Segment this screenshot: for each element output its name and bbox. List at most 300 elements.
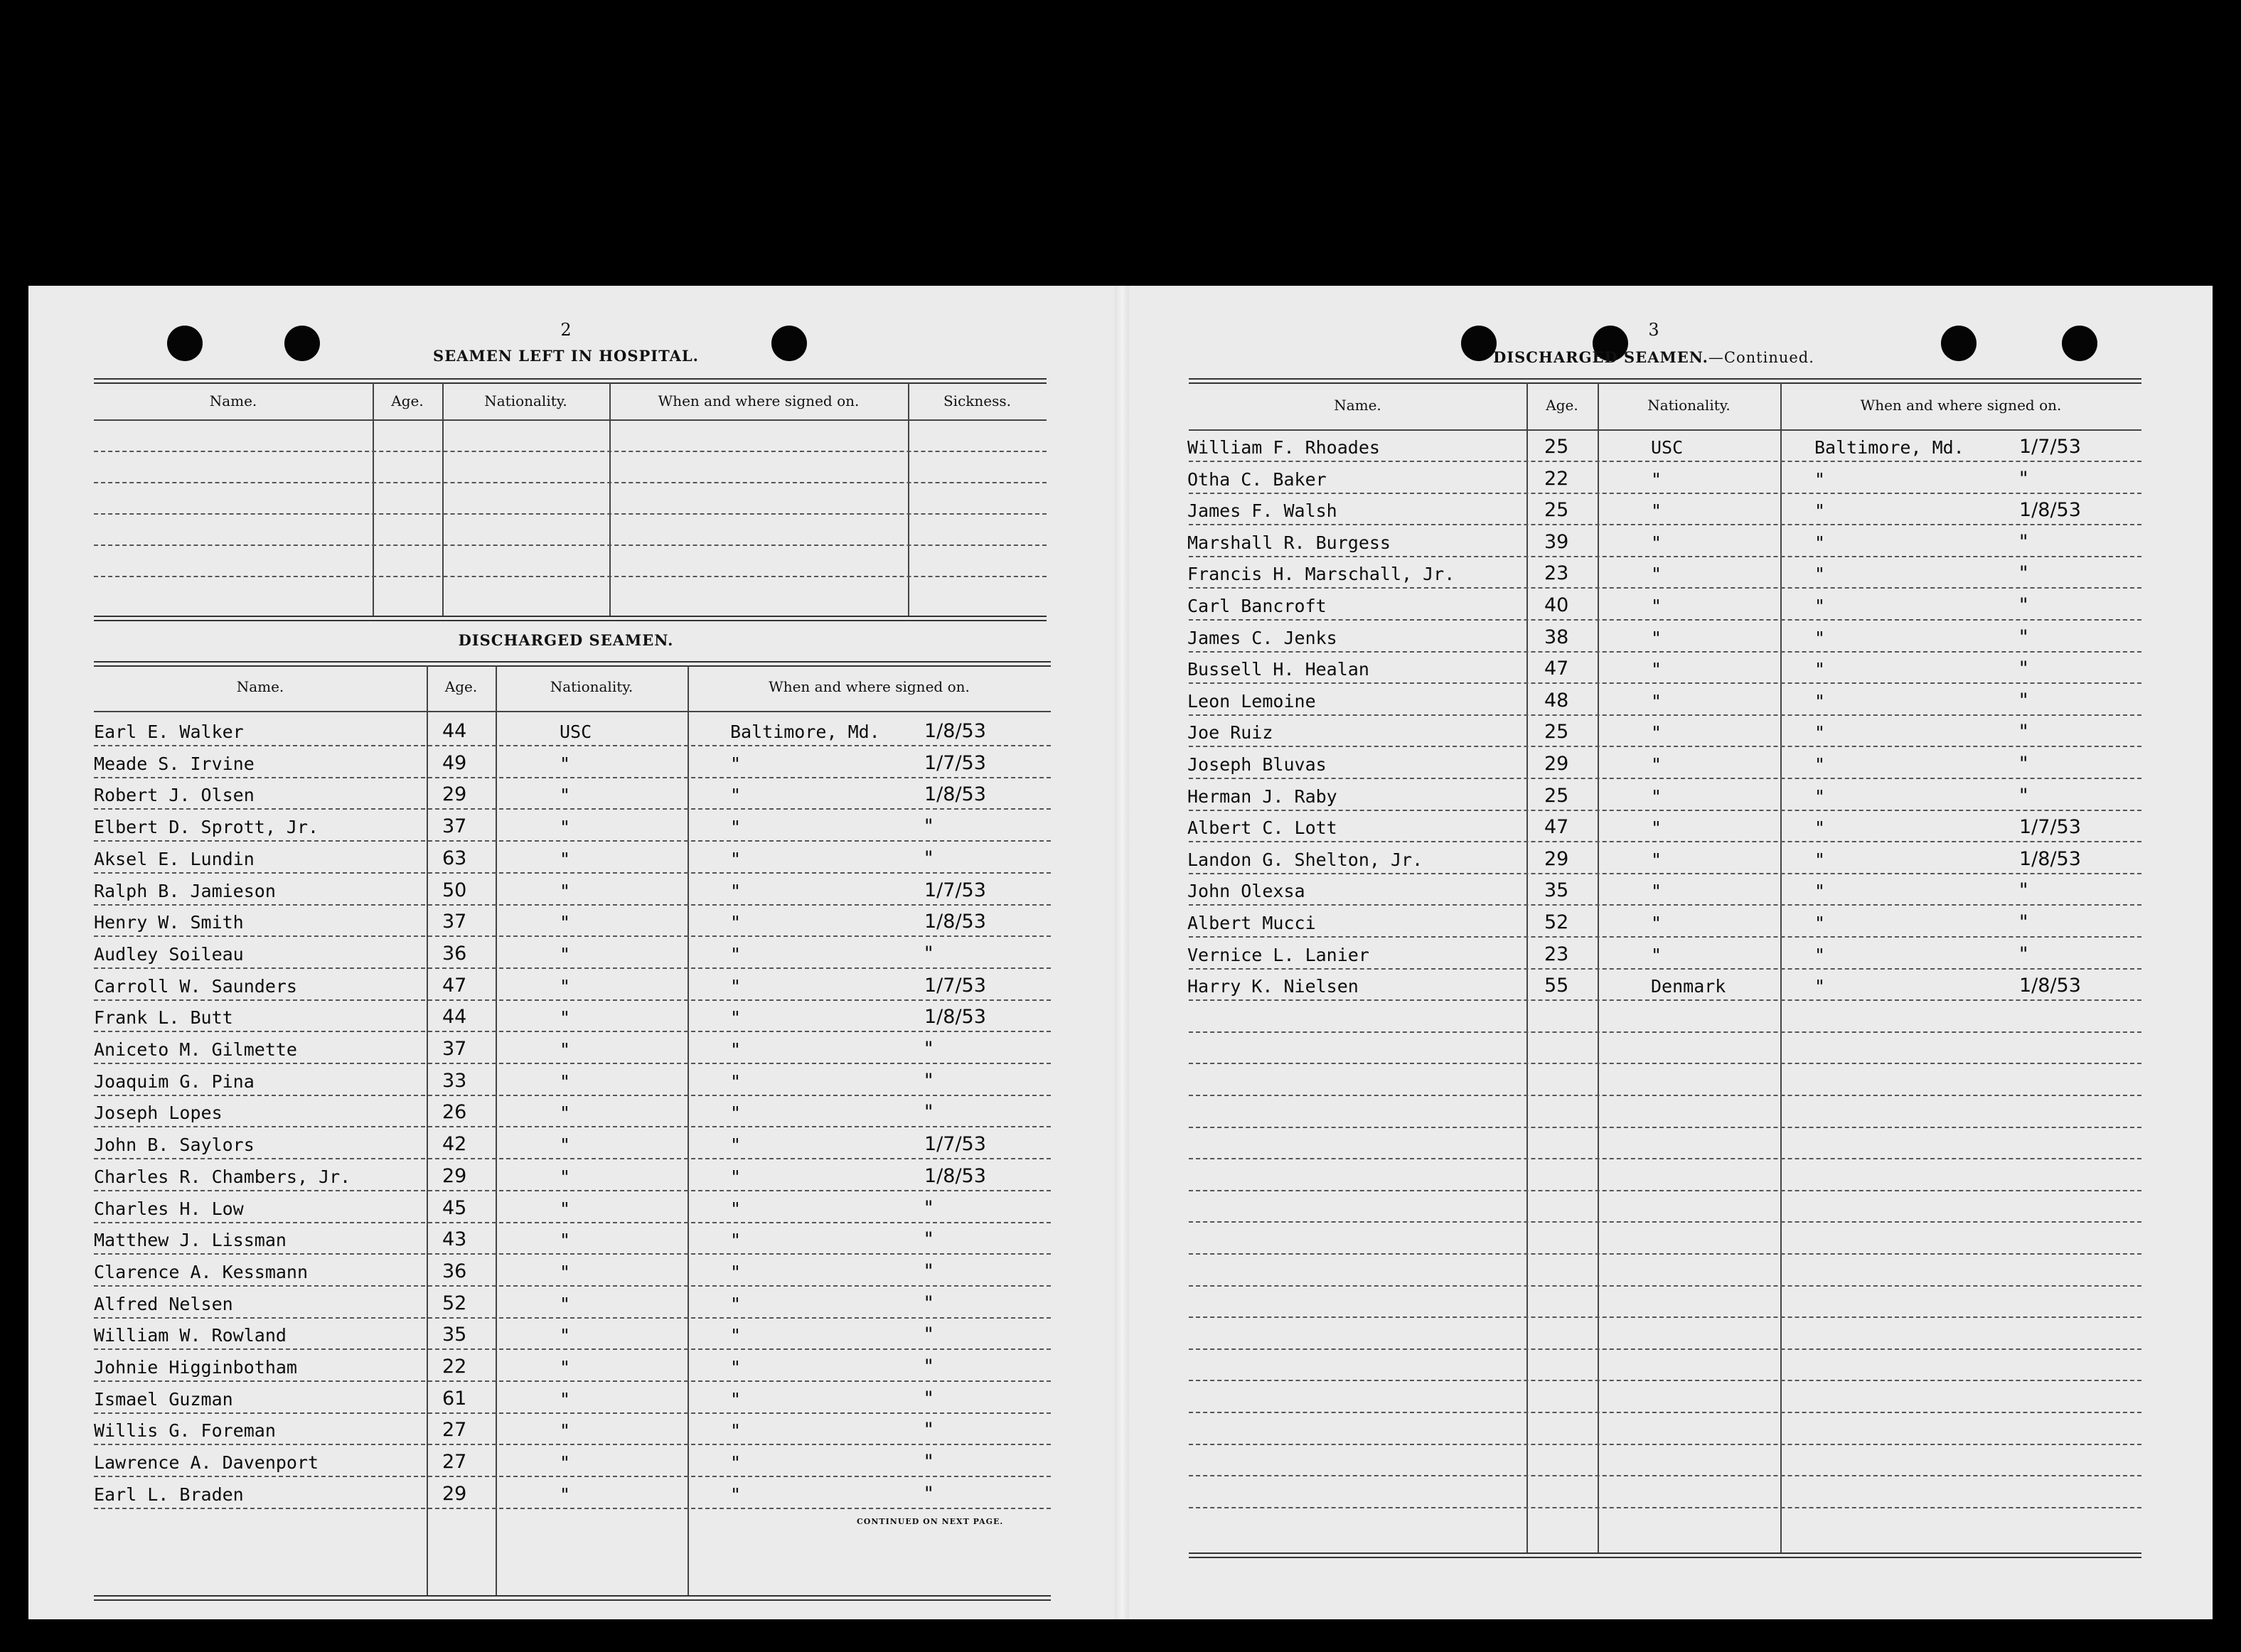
cell-place: " [730, 1484, 742, 1505]
cell-name: John Olexsa [1187, 881, 1305, 902]
cell-age: 22 [442, 1356, 467, 1378]
table-row [1187, 467, 2141, 494]
cell-date: " [2019, 911, 2028, 933]
cell-nat: " [560, 1166, 571, 1187]
cell-nat: " [1651, 754, 1662, 775]
cell-age: 29 [442, 1482, 467, 1505]
cell-name: Marshall R. Burgess [1187, 532, 1391, 553]
table-row [94, 1356, 1051, 1382]
cell-age: 39 [1544, 530, 1569, 553]
cell-name: Albert C. Lott [1187, 817, 1337, 839]
cell-name: Joe Ruiz [1187, 722, 1273, 744]
cell-place: " [730, 753, 742, 774]
cell-date: " [924, 847, 934, 869]
table-row [94, 1164, 1051, 1191]
hospital-header-name: Name. [209, 392, 257, 409]
cell-age: 47 [1544, 816, 1569, 839]
cell-nat: " [560, 1007, 571, 1029]
cell-name: Alfred Nelsen [94, 1293, 233, 1314]
cell-date: " [924, 1292, 934, 1314]
table-row [1189, 1507, 2141, 1508]
table-row [94, 1069, 1051, 1096]
cell-nat: " [560, 1388, 571, 1410]
cell-age: 37 [442, 1038, 467, 1060]
cell-nat: " [560, 1198, 571, 1219]
cell-date: " [2019, 753, 2028, 775]
cell-name: Landon G. Shelton, Jr. [1187, 849, 1423, 870]
cell-date: 1/7/53 [924, 974, 986, 997]
cell-nat: Denmark [1651, 976, 1726, 997]
cell-nat: " [560, 1230, 571, 1251]
right-header-nationality: Nationality. [1647, 397, 1731, 414]
cell-nat: " [1651, 596, 1662, 616]
cell-nat: " [1651, 627, 1662, 648]
cell-date: 1/8/53 [2019, 499, 2081, 522]
punch-hole [771, 326, 807, 361]
cell-nat: " [560, 848, 571, 869]
table-row [94, 911, 1051, 937]
cell-nat: " [560, 1103, 571, 1124]
cell-age: 33 [442, 1069, 467, 1092]
discharged-table-left [94, 661, 1051, 1601]
table-row [94, 1292, 1051, 1319]
cell-date: " [924, 1482, 934, 1505]
cell-place: " [1814, 913, 1826, 933]
cell-place: " [1814, 690, 1826, 712]
cell-name: Henry W. Smith [94, 912, 244, 933]
cell-age: 45 [442, 1196, 467, 1219]
table-row [1189, 1221, 2141, 1223]
table-row [1187, 753, 2141, 779]
punch-hole [1461, 326, 1497, 361]
cell-nat: " [1651, 881, 1662, 902]
cell-place: " [1814, 532, 1826, 553]
table-row [1187, 658, 2141, 684]
punch-hole [2062, 326, 2097, 361]
cell-name: Joseph Bluvas [1187, 754, 1327, 775]
cell-age: 50 [442, 879, 467, 901]
cell-age: 38 [1544, 626, 1569, 648]
cell-nat: " [1651, 913, 1662, 933]
cell-age: 25 [1544, 784, 1569, 807]
cell-age: 47 [442, 974, 467, 997]
cell-nat: " [560, 1452, 571, 1474]
table-row [94, 1006, 1051, 1032]
cell-date: " [924, 1038, 934, 1060]
cell-name: Francis H. Marschall, Jr. [1187, 564, 1455, 585]
cell-date: " [2019, 879, 2028, 902]
cell-name: Charles H. Low [94, 1198, 244, 1219]
cell-date: " [2019, 658, 2028, 680]
cell-name: James F. Walsh [1187, 500, 1337, 522]
discharged-table-right [1189, 378, 2141, 1558]
table-row [1187, 816, 2141, 842]
cell-date: " [2019, 530, 2028, 553]
cell-name: William W. Rowland [94, 1325, 287, 1346]
cell-date: " [924, 1228, 934, 1251]
cell-place: " [730, 1198, 742, 1219]
cell-place: " [730, 848, 742, 869]
table-row [94, 1324, 1051, 1350]
table-row [1189, 1380, 2141, 1381]
cell-nat: " [560, 1484, 571, 1505]
cell-place: " [1814, 881, 1826, 902]
cell-date: " [924, 1324, 934, 1346]
cell-place: " [730, 1420, 742, 1442]
cell-date: 1/8/53 [924, 720, 986, 742]
cell-date: " [2019, 689, 2028, 712]
cell-nat: " [560, 753, 571, 774]
discharged-header-name: Name. [236, 678, 284, 695]
continued-footer: CONTINUED ON NEXT PAGE. [857, 1517, 1004, 1526]
cell-age: 40 [1544, 594, 1569, 616]
table-row [1189, 1412, 2141, 1413]
cell-place: " [1814, 785, 1826, 807]
table-row [1189, 1158, 2141, 1159]
cell-date: " [924, 1419, 934, 1442]
cell-nat: " [1651, 722, 1662, 744]
cell-name: Aniceto M. Gilmette [94, 1039, 297, 1060]
cell-place: " [1814, 627, 1826, 648]
table-row [94, 1101, 1051, 1127]
cell-name: Earl E. Walker [94, 722, 244, 742]
cell-age: 44 [442, 1006, 467, 1029]
cell-name: Matthew J. Lissman [94, 1230, 287, 1251]
cell-place: " [730, 943, 742, 965]
table-row [1189, 1285, 2141, 1287]
cell-age: 63 [442, 847, 467, 869]
cell-name: Willis G. Foreman [94, 1420, 276, 1442]
table-row [94, 1133, 1051, 1159]
cell-name: William F. Rhoades [1187, 437, 1380, 458]
cell-name: Earl L. Braden [94, 1484, 244, 1505]
table-row [94, 847, 1051, 874]
cell-place: " [1814, 659, 1826, 680]
cell-date: " [924, 1069, 934, 1092]
cell-name: Bussell H. Healan [1187, 659, 1369, 680]
cell-nat: " [560, 975, 571, 997]
page-fold [1115, 286, 1129, 1619]
table-row [94, 751, 1051, 778]
cell-place: " [730, 1357, 742, 1378]
cell-age: 55 [1544, 975, 1569, 997]
cell-name: Meade S. Irvine [94, 753, 255, 774]
cell-age: 61 [442, 1387, 467, 1410]
cell-place: " [1814, 817, 1826, 839]
cell-age: 23 [1544, 943, 1569, 965]
table-row [1187, 530, 2141, 557]
cell-place: " [1814, 754, 1826, 775]
cell-place: " [1814, 722, 1826, 744]
table-row [1187, 436, 2141, 462]
cell-date: " [924, 1356, 934, 1378]
cell-date: " [924, 1260, 934, 1282]
cell-age: 35 [1544, 879, 1569, 902]
cell-age: 29 [1544, 847, 1569, 870]
cell-name: Aksel E. Lundin [94, 848, 255, 869]
cell-age: 52 [1544, 911, 1569, 933]
cell-place: " [730, 1166, 742, 1187]
cell-place: " [1814, 944, 1826, 965]
title-suffix: —Continued. [1708, 349, 1814, 366]
cell-date: " [924, 1101, 934, 1124]
cell-date: " [2019, 594, 2028, 616]
cell-age: 27 [442, 1419, 467, 1442]
cell-nat: " [1651, 690, 1662, 712]
cell-age: 35 [442, 1324, 467, 1346]
table-row [1189, 1190, 2141, 1191]
cell-place: " [730, 1007, 742, 1029]
cell-name: Harry K. Nielsen [1187, 976, 1359, 997]
cell-name: Joaquim G. Pina [94, 1071, 255, 1092]
table-row [94, 1451, 1051, 1477]
table-row [1187, 594, 2141, 621]
table-row [1189, 1253, 2141, 1255]
cell-place: " [730, 1071, 742, 1092]
table-row [94, 974, 1051, 1001]
cell-nat: " [560, 1357, 571, 1378]
discharged-header-nationality: Nationality. [550, 678, 633, 695]
cell-name: Carroll W. Saunders [94, 975, 297, 997]
punch-hole [167, 326, 203, 361]
hospital-header-age: Age. [391, 392, 424, 409]
cell-nat: " [1651, 500, 1662, 522]
cell-nat: USC [1651, 437, 1684, 458]
cell-nat: " [1651, 785, 1662, 807]
discharged-continued-title [1493, 348, 1814, 366]
cell-place: " [730, 1452, 742, 1474]
cell-place: " [730, 1388, 742, 1410]
cell-nat: " [560, 1293, 571, 1314]
table-row [94, 720, 1051, 746]
hospital-header-sickness: Sickness. [943, 392, 1012, 409]
table-row [1189, 1475, 2141, 1476]
title-main: DISCHARGED SEAMEN. [1493, 348, 1708, 366]
table-row [94, 1419, 1051, 1445]
cell-nat: " [560, 817, 571, 838]
table-row [1189, 1031, 2141, 1033]
cell-nat: " [560, 1135, 571, 1156]
cell-nat: " [560, 1420, 571, 1442]
table-row [1187, 975, 2141, 1001]
cell-age: 37 [442, 911, 467, 933]
cell-age: 42 [442, 1133, 467, 1156]
cell-date: " [2019, 626, 2028, 648]
cell-date: " [924, 1387, 934, 1410]
cell-name: Vernice L. Lanier [1187, 944, 1369, 965]
table-row [1189, 1095, 2141, 1096]
punch-hole [1941, 326, 1977, 361]
cell-age: 25 [1544, 436, 1569, 458]
table-row [1187, 499, 2141, 525]
table-row [94, 1387, 1051, 1414]
cell-age: 48 [1544, 689, 1569, 712]
discharged-header-signed-on: When and where signed on. [769, 678, 970, 695]
cell-name: Robert J. Olsen [94, 785, 255, 806]
cell-age: 47 [1544, 658, 1569, 680]
cell-place: " [730, 1325, 742, 1346]
cell-name: Otha C. Baker [1187, 468, 1327, 490]
cell-date: 1/8/53 [924, 783, 986, 806]
cell-name: Johnie Higginbotham [94, 1357, 297, 1378]
cell-nat: " [560, 1261, 571, 1282]
hospital-header-signed-on: When and where signed on. [658, 392, 860, 409]
table-row [94, 942, 1051, 969]
cell-place: " [730, 1039, 742, 1060]
cell-date: 1/7/53 [924, 879, 986, 901]
hospital-header-nationality: Nationality. [484, 392, 567, 409]
table-row [94, 1038, 1051, 1064]
cell-nat: " [560, 1325, 571, 1346]
discharged-header-age: Age. [444, 678, 478, 695]
cell-place: Baltimore, Md. [730, 722, 880, 742]
cell-nat: " [1651, 532, 1662, 553]
cell-date: 1/8/53 [2019, 975, 2081, 997]
cell-place: " [730, 912, 742, 933]
table-row [94, 1260, 1051, 1287]
cell-place: " [730, 1103, 742, 1124]
cell-place: " [730, 975, 742, 997]
table-row [1187, 879, 2141, 906]
right-header-signed-on: When and where signed on. [1860, 397, 2062, 414]
table-row [1189, 1444, 2141, 1445]
table-row [94, 783, 1051, 810]
cell-nat: " [1651, 817, 1662, 839]
cell-place: " [730, 785, 742, 806]
cell-age: 52 [442, 1292, 467, 1314]
cell-age: 29 [442, 783, 467, 806]
cell-nat: " [560, 1071, 571, 1092]
table-row [1189, 1348, 2141, 1350]
discharged-title: DISCHARGED SEAMEN. [458, 631, 674, 649]
table-row [1187, 911, 2141, 938]
cell-age: 37 [442, 815, 467, 838]
cell-name: Ismael Guzman [94, 1388, 233, 1410]
cell-nat: " [560, 943, 571, 965]
cell-date: " [2019, 467, 2028, 490]
cell-date: " [2019, 943, 2028, 965]
table-row [1187, 784, 2141, 811]
table-row [1187, 847, 2141, 874]
cell-age: 49 [442, 751, 467, 774]
cell-name: Herman J. Raby [1187, 785, 1337, 807]
cell-date: 1/7/53 [2019, 436, 2081, 458]
cell-place: " [1814, 596, 1826, 616]
table-row [94, 1482, 1051, 1509]
right-header-name: Name. [1334, 397, 1381, 414]
cell-age: 25 [1544, 499, 1569, 522]
cell-date: 1/8/53 [924, 911, 986, 933]
cell-nat: USC [560, 722, 592, 742]
cell-date: " [2019, 562, 2028, 585]
cell-name: Elbert D. Sprott, Jr. [94, 817, 319, 838]
cell-nat: " [560, 912, 571, 933]
cell-nat: " [560, 1039, 571, 1060]
cell-date: " [2019, 784, 2028, 807]
page-number-left: 2 [560, 320, 572, 340]
cell-nat: " [1651, 849, 1662, 870]
cell-name: Charles R. Chambers, Jr. [94, 1166, 351, 1187]
cell-nat: " [1651, 468, 1662, 490]
cell-age: 43 [442, 1228, 467, 1251]
cell-age: 44 [442, 720, 467, 742]
cell-date: " [924, 1451, 934, 1474]
cell-date: 1/8/53 [2019, 847, 2081, 870]
cell-date: " [924, 815, 934, 838]
cell-place: " [1814, 564, 1826, 585]
cell-age: 26 [442, 1101, 467, 1124]
table-row [94, 879, 1051, 906]
table-row [1187, 689, 2141, 716]
cell-place: " [730, 880, 742, 901]
cell-age: 29 [1544, 753, 1569, 775]
cell-date: " [2019, 721, 2028, 744]
cell-name: John B. Saylors [94, 1135, 255, 1156]
table-row [1187, 943, 2141, 970]
cell-age: 22 [1544, 467, 1569, 490]
cell-place: " [730, 817, 742, 838]
table-row [94, 815, 1051, 842]
table-row [1189, 1316, 2141, 1318]
cell-name: Joseph Lopes [94, 1103, 223, 1124]
cell-place: " [730, 1135, 742, 1156]
cell-age: 25 [1544, 721, 1569, 744]
cell-age: 23 [1544, 562, 1569, 585]
right-header-age: Age. [1546, 397, 1578, 414]
hospital-title: SEAMEN LEFT IN HOSPITAL. [433, 347, 699, 365]
cell-nat: " [560, 880, 571, 901]
cell-name: James C. Jenks [1187, 627, 1337, 648]
cell-name: Leon Lemoine [1187, 690, 1316, 712]
cell-name: Audley Soileau [94, 943, 244, 965]
table-row [1189, 1063, 2141, 1064]
cell-place: " [730, 1230, 742, 1251]
cell-place: " [1814, 468, 1826, 490]
cell-place: " [1814, 500, 1826, 522]
hospital-table [94, 378, 1047, 621]
cell-place: " [730, 1293, 742, 1314]
cell-date: 1/8/53 [924, 1006, 986, 1029]
cell-date: 1/8/53 [924, 1164, 986, 1187]
cell-date: " [924, 942, 934, 965]
cell-date: 1/7/53 [924, 1133, 986, 1156]
table-row [1187, 562, 2141, 589]
cell-name: Carl Bancroft [1187, 596, 1327, 616]
table-row [1187, 626, 2141, 653]
cell-nat: " [1651, 659, 1662, 680]
cell-name: Frank L. Butt [94, 1007, 233, 1029]
cell-name: Lawrence A. Davenport [94, 1452, 319, 1474]
table-row [94, 1196, 1051, 1223]
cell-name: Albert Mucci [1187, 913, 1316, 933]
table-row [94, 1228, 1051, 1255]
cell-nat: " [1651, 944, 1662, 965]
cell-age: 27 [442, 1451, 467, 1474]
cell-place: " [1814, 976, 1826, 997]
cell-place: " [730, 1261, 742, 1282]
cell-name: Clarence A. Kessmann [94, 1261, 309, 1282]
cell-name: Ralph B. Jamieson [94, 880, 276, 901]
manifest-sheet [28, 286, 2213, 1619]
cell-age: 29 [442, 1164, 467, 1187]
cell-nat: " [560, 785, 571, 806]
table-row [1187, 721, 2141, 747]
punch-hole [284, 326, 320, 361]
cell-date: 1/7/53 [924, 751, 986, 774]
cell-place: Baltimore, Md. [1814, 437, 1964, 458]
cell-date: " [924, 1196, 934, 1219]
table-row [1189, 1127, 2141, 1128]
